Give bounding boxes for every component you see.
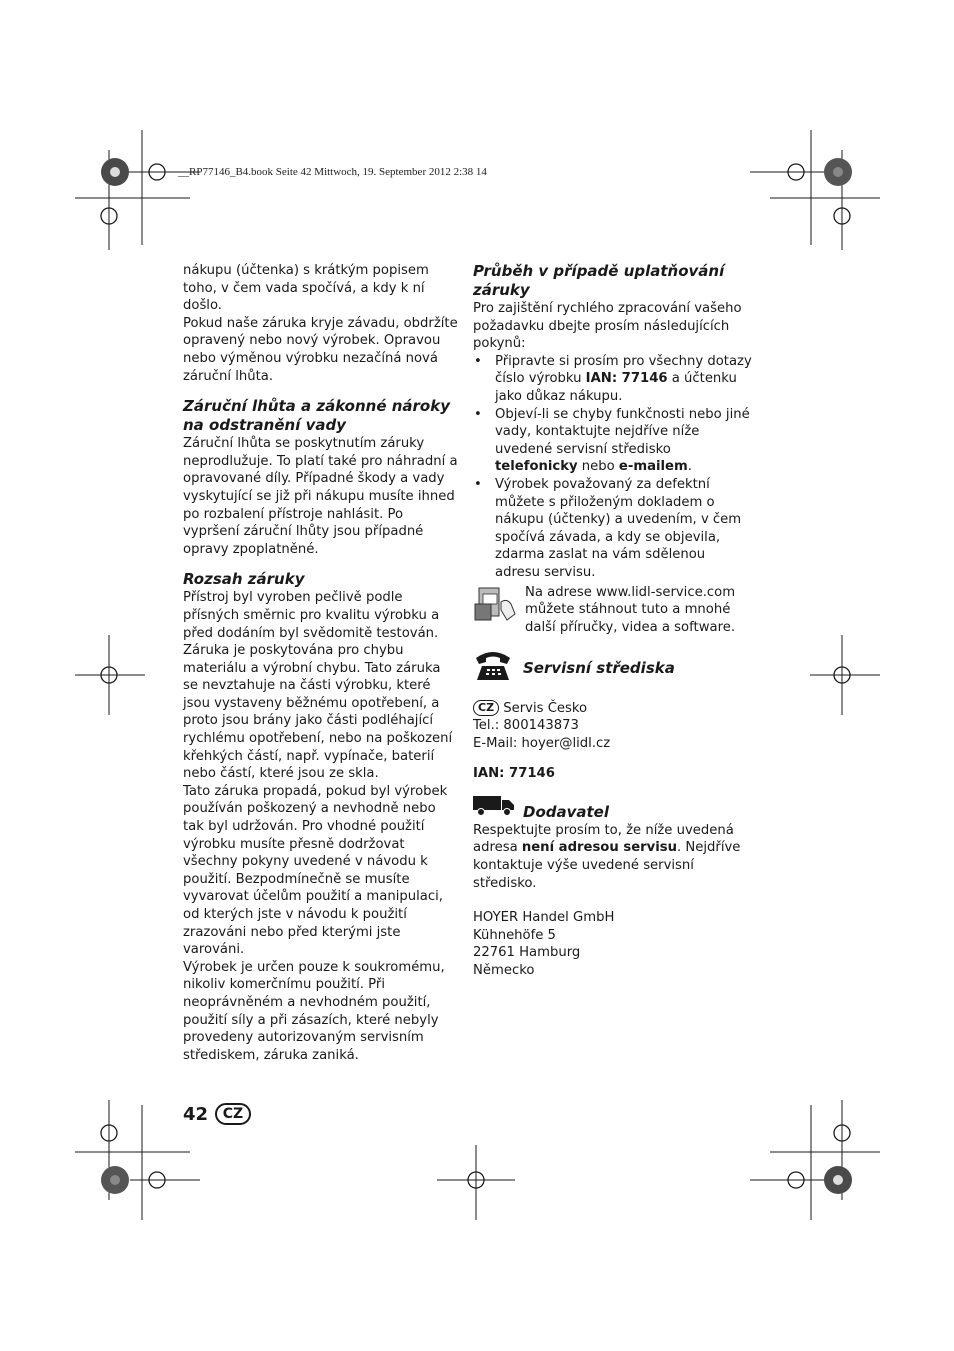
warranty-period-heading: Záruční lhůta a zákonné nároky na odstranění vady [183, 397, 450, 435]
list-item: • Připravte si prosím pro všechny dotazy číslo výrobku IAN: 77146 a účtenku jako důkaz nákupu. [473, 353, 753, 406]
list-item: • Objeví-li se chyby funkčnosti nebo jiné vady, kontaktujte nejdříve níže uvedené servisní středisko telefonicky nebo e-mailem. [473, 406, 753, 476]
download-manual-icon [473, 584, 525, 630]
supplier-address-line-4: Německo [473, 963, 535, 978]
service-email: E-Mail: hoyer@lidl.cz [473, 736, 611, 752]
right-column [473, 262, 753, 980]
delivery-truck-icon [473, 794, 523, 822]
supplier-address-line-3: 22761 Hamburg [473, 945, 581, 961]
supplier-heading-row [473, 794, 753, 822]
web-note [473, 584, 753, 637]
list-item: • Výrobek považovaný za defektní můžete s přiloženým dokladem o nákupu (účtenky) a uvedením, v čem spočívá závada, a kdy se objevila, zdarma zaslat na vám sdělenou adresu servisu. [473, 476, 753, 582]
intro-paragraph-1: nákupu (účtenka) s krátkým popisem toho, v čem vada spočívá, a kdy k ní došlo. [183, 263, 429, 314]
warranty-period-text: Záruční lhůta se poskytnutím záruky neprodlužuje. To platí také pro náhradní a opravované díly. Případné škody a vady vyskytující se již při nákupu musíte ihned po rozbalení přístroje nahlásit. Po vypršení záruční lhůty jsou případné opravy zpoplatněné. [183, 436, 458, 557]
cz-badge: CZ [473, 700, 499, 716]
web-note-text: Na adrese www.lidl-service.com můžete stáhnout tuto a mnohé další příručky, videa a software. [525, 584, 736, 635]
service-heading-row [473, 648, 753, 688]
warranty-scope-paragraph-3: Tato záruka propadá, pokud byl výrobek používán poškozený a nevhodně nebo tak byl udržován. Pro vhodné použití výrobku musíte přesně dodržovat všechny pokyny uvedené v návodu k použití. Bezpodmínečně se musíte vyvarovat účelům použití a manipulaci, od kterých jste v návodu k použití zrazováni nebo před kterými jste varováni. [183, 783, 448, 958]
warranty-scope-paragraph-2: Záruka je poskytována pro chybu materiálu a výrobní chybu. Tato záruka se nevztahuje na části výrobku, které jsou vystaveny běžnému opotřebení, a proto jsou brány jako části podléhající rychlému opotřebení, nebo na poškození křehkých částí, např. vypínače, baterií nebo částí, které jsou ze skla. [183, 643, 453, 782]
page-number: 42 [183, 1104, 209, 1125]
intro-paragraph-2: Pokud naše záruka kryje závadu, obdržíte opravený nebo nový výrobek. Opravou nebo výměnou výrobku nezačíná nová záruční lhůta. [183, 315, 458, 384]
warranty-scope-heading: Rozsah záruky [183, 570, 305, 589]
language-badge: CZ [215, 1103, 251, 1125]
claim-procedure-intro: Pro zajištění rychlého zpracování vašeho požadavku dbejte prosím následujících pokynů: [473, 301, 742, 352]
ian-number: IAN: 77146 [473, 765, 555, 781]
claim-procedure-heading: Průběh v případě uplatňování záruky [473, 262, 725, 299]
supplier-address-line-2: Kühnehöfe 5 [473, 927, 556, 943]
warranty-scope-paragraph-4: Výrobek je určen pouze k soukromému, nikoliv komerčnímu použití. Při neoprávněném a nevhodném použití, použití síly a při zásazích, které nebyly provedeny autorizovaným servisním střediskem, záruka zaniká. [183, 959, 445, 1063]
warranty-scope-paragraph-1: Přístroj byl vyroben pečlivě podle přísných směrnic pro kvalitu výrobku a před dodáním byl svědomitě testován. [183, 590, 440, 641]
supplier-heading: Dodavatel [523, 802, 610, 821]
supplier-address-line-1: HOYER Handel GmbH [473, 910, 615, 926]
claim-steps-list [473, 353, 753, 582]
file-header: __RP77146_B4.book Seite 42 Mittwoch, 19. September 2012 2:38 14 [178, 166, 487, 178]
telephone-icon [473, 648, 523, 688]
service-centers-heading: Servisní střediska [523, 658, 675, 677]
left-column [183, 262, 458, 1064]
service-phone: Tel.: 800143873 [473, 718, 579, 734]
supplier-note: Respektujte prosím to, že níže uvedená adresa není adresou servisu. Nejdříve kontaktuje výše uvedené servisní středisko. [473, 822, 741, 891]
service-name-line: CZ Servis Česko [473, 700, 753, 718]
